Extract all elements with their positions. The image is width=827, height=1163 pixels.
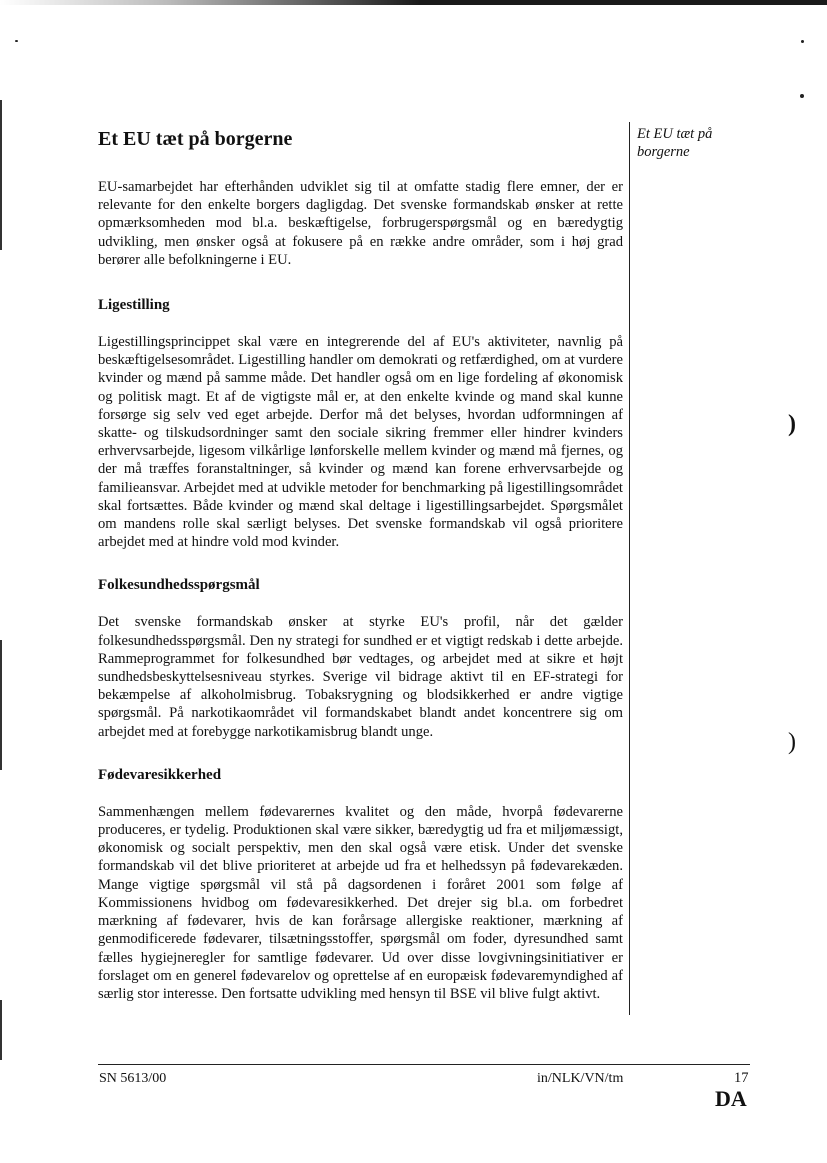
- scan-speck: [800, 94, 804, 98]
- footer-language: DA: [715, 1086, 747, 1111]
- section-heading-folkesundhed: Folkesundhedsspørgsmål: [98, 577, 260, 594]
- left-scan-mark: [0, 100, 2, 250]
- left-scan-mark: [0, 1000, 2, 1060]
- section-text-ligestilling: Ligestillingsprincippet skal være en integrerende del af EU's aktiviteter, navnlig på beskæftigelsesområdet. Ligestilling handler om demokrati og retfærdighed, om at vurdere kvinder og mænd på samme måde. Det handler også om en lige fordeling af økonomisk og politisk magt. Et af de vigtigste mål er, at den enkelte kvinde og mand skal kunne forsørge sig selv ved eget arbejde. Derfor må det belyses, hvordan udformningen af skatte- og tilskudsordninger samt den sociale sikring fremmer eller hindrer kvinders erhvervsarbejde, ligesom vilkårlige lønforskelle mellem kvinder og mænd må fjernes, og der må træffes foranstaltninger, så kvinder og mænd kan forene erhvervsarbejde og familieansvar. Arbejdet med at udvikle metoder for benchmarking på ligestillingsområdet skal fortsættes. Både kvinder og mænd skal deltage i ligestillingsarbejdet. Spørgsmålet om mandens rolle skal særligt belyses. Det svenske formandskab vil også prioritere arbejdet med at hindre vold mod kvinder.: [98, 334, 623, 551]
- section-heading-ligestilling: Ligestilling: [98, 297, 170, 314]
- intro-paragraph: EU-samarbejdet har efterhånden udviklet sig til at omfatte stadig flere emner, der er relevante for den enkelte borgers dagligdag. Det svenske formandskab ønsker at rette opmærksomheden mod bl.a. beskæftigelse, forbrugerspørgsmål og en bæredygtig udvikling, men ønsker også at fokusere på en række andre områder, som i høj grad berører alle befolkningerne i EU.: [98, 179, 623, 268]
- scan-speck: [15, 40, 18, 42]
- footer-rule: [98, 1064, 750, 1065]
- top-scan-gradient: [0, 0, 420, 5]
- page-title: Et EU tæt på borgerne: [98, 128, 293, 150]
- margin-column-rule: [629, 122, 630, 1015]
- section-text-foedevaresikkerhed: Sammenhængen mellem fødevarernes kvalitet og den måde, hvorpå fødevarerne produceres, er tydelig. Produktionen skal være sikker, bæredygtig ud fra et miljømæssigt, økonomisk og socialt perspektiv, men den skal også være etisk. Under det svenske formandskab vil det blive prioriteret at arbejde ud fra et helhedssyn på fødevarekæden. Mange vigtige spørgsmål vil stå på dagsordenen i foråret 2001 som følge af Kommissionens hvidbog om fødevaresikkerhed. Det drejer sig bl.a. om forbedret mærkning af fødevarer, hvis de kan forårsage allergiske reaktioner, mærkning af genmodificerede fødevarer, tilsætningsstoffer, spørgsmål om foder, dyresundhed samt fælles hygiejneregler for samtlige fødevarer. Ud over disse lovgivningsinitiativer er forslaget om en generel fødevarelov og oprettelse af en europæisk fødevaremyndighed af særlig stor interesse. Den fortsatte udvikling med hensyn til BSE vil blive fulgt aktivt.: [98, 803, 623, 1002]
- section-text-folkesundhed: Det svenske formandskab ønsker at styrke EU's profil, når det gælder folkesundhedsspørgsmål. Den ny strategi for sundhed er et vigtigt redskab i dette arbejde. Rammeprogrammet for folkesundhed bør vedtages, og arbejdet med at sikre et højt sundhedsbeskyttelsesniveau styrkes. Sverige vil bidrage aktivt til en EF-strategi for bekæmpelse af alkoholmisbrug. Tobaksrygning og blodsikkerhed er andre vigtige spørgsmål. På narkotikaområdet vil formandskabet blandt andet koncentrere sig om arbejdet med at forebygge narkotikamisbrug blandt unge.: [98, 614, 623, 740]
- binding-hole-mark: ): [788, 411, 796, 437]
- main-column: [98, 126, 623, 1003]
- left-scan-mark: [0, 640, 2, 770]
- scan-speck: [801, 40, 804, 43]
- margin-note: Et EU tæt på borgerne: [637, 126, 713, 160]
- footer-page-number: 17: [734, 1070, 749, 1086]
- section-heading-foedevaresikkerhed: Fødevaresikkerhed: [98, 766, 222, 783]
- footer-code: in/NLK/VN/tm: [537, 1071, 624, 1086]
- footer-doc-ref: SN 5613/00: [99, 1071, 167, 1086]
- binding-hole-mark: ): [788, 729, 796, 755]
